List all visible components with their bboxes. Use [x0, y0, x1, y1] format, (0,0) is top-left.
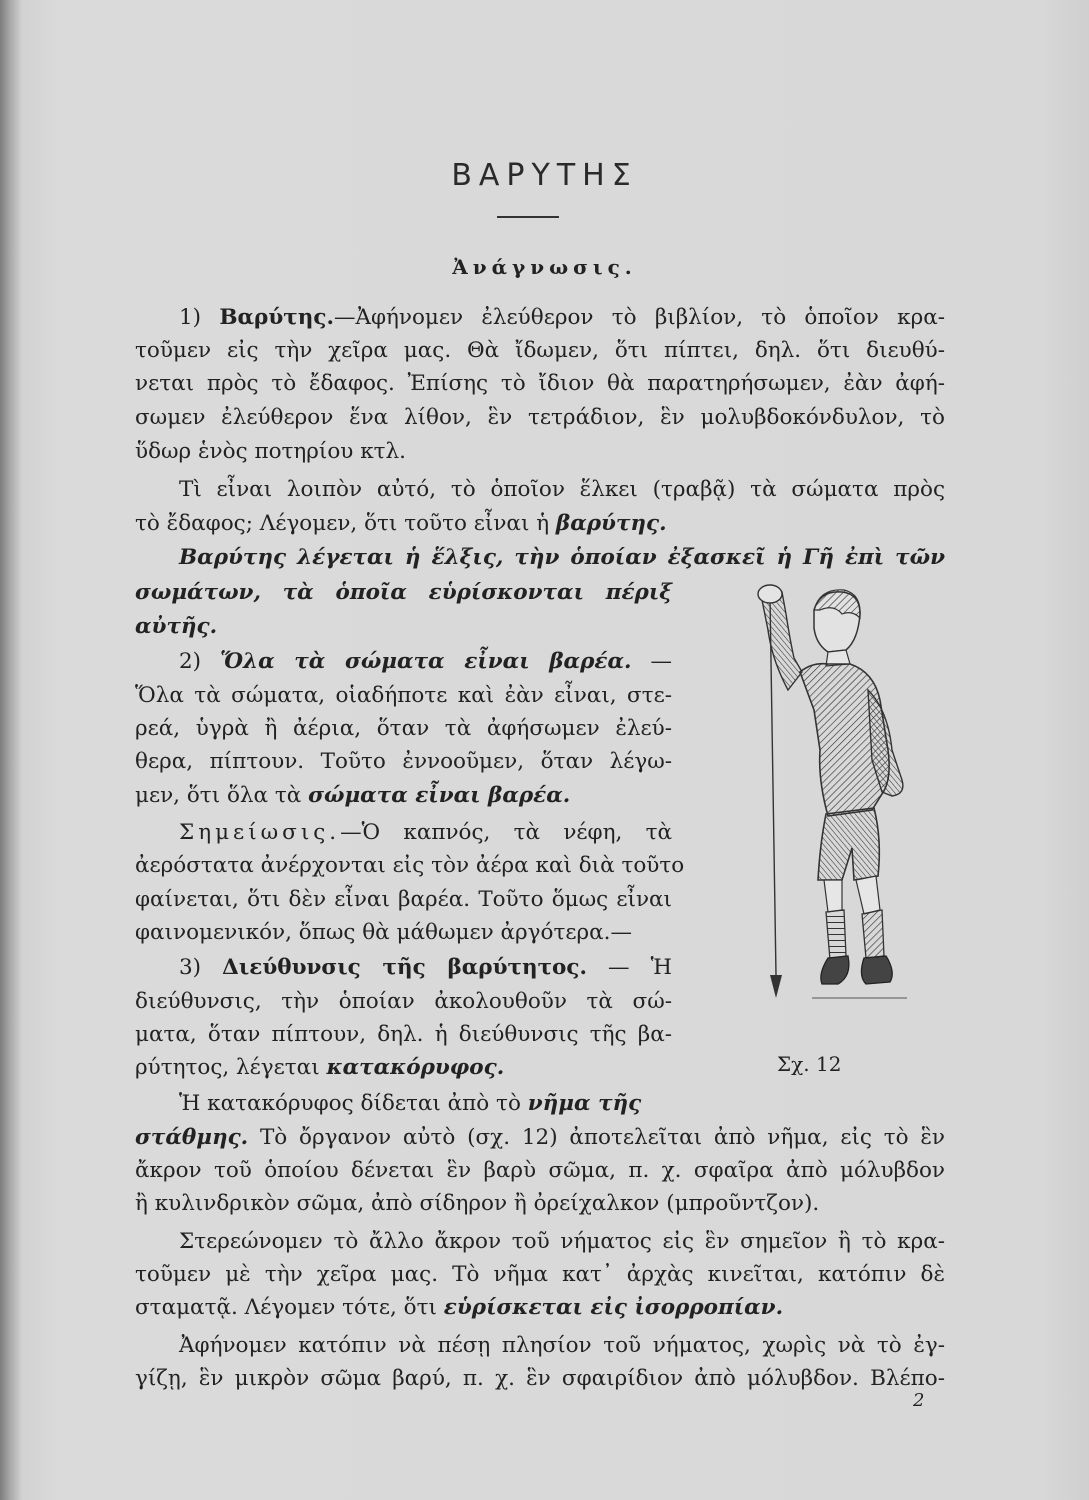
- text-line-16: Σημείωσις.—Ὁ καπνός, τὰ νέφη, τὰ: [179, 820, 672, 845]
- text-line-17: ἀερόστατα ἀνέρχονται εἰς τὸν ἀέρα καὶ διὰ τοῦτο: [135, 853, 685, 878]
- text-line-11: 2) Ὅλα τὰ σώματα εἶναι βαρέα. —: [179, 649, 672, 674]
- figure-caption: Σχ. 12: [777, 1052, 842, 1076]
- text-line-22: ματα, ὅταν πίπτουν, δηλ. ἡ διεύθυνσις τῆς βα-: [135, 1022, 672, 1047]
- text-line-25: στάθμης. Τὸ ὄργανον αὐτὸ (σχ. 12) ἀποτελεῖται ἀπὸ νῆμα, εἰς τὸ ἓν: [135, 1125, 945, 1150]
- text-line-5: ὕδωρ ἑνὸς ποτηρίου κτλ.: [135, 439, 407, 464]
- text-line-24: Ἡ κατακόρυφος δίδεται ἀπὸ τὸ νῆμα τῆς: [179, 1091, 642, 1116]
- text-line-29: τοῦμεν μὲ τὴν χεῖρα μας. Τὸ νῆμα κατ᾽ ἀρχὰς κινεῖται, κατόπιν δὲ: [135, 1262, 945, 1287]
- section-subtitle: Ἀνάγνωσις.: [452, 255, 637, 279]
- text-line-6: Τὶ εἶναι λοιπὸν αὐτό, τὸ ὁποῖον ἕλκει (τραβᾷ) τὰ σώματα πρὸς: [179, 477, 945, 502]
- text-line-26: ἄκρον τοῦ ὁποίου δένεται ἓν βαρὺ σῶμα, π. χ. σφαῖρα ἀπὸ μόλυβδον: [135, 1158, 945, 1183]
- chapter-title: ΒΑΡΥΤΗΣ: [451, 158, 638, 193]
- plumb-line-boy-illustration: [742, 580, 942, 1020]
- text-line-30: σταματᾷ. Λέγομεν τότε, ὅτι εὑρίσκεται εἰς ἰσορροπίαν.: [135, 1295, 784, 1320]
- text-line-18: φαίνεται, ὅτι δὲν εἶναι βαρέα. Τοῦτο ὅμως εἶναι: [135, 887, 672, 912]
- text-line-19: φαινομενικόν, ὅπως θὰ μάθωμεν ἀργότερα.—: [135, 920, 632, 945]
- text-line-23: ρύτητος, λέγεται κατακόρυφος.: [135, 1055, 505, 1080]
- text-line-27: ἢ κυλινδρικὸν σῶμα, ἀπὸ σίδηρον ἢ ὀρείχαλκον (μπροῦντζον).: [135, 1191, 820, 1216]
- text-line-7: τὸ ἔδαφος; Λέγομεν, ὅτι τοῦτο εἶναι ἡ βαρύτης.: [135, 511, 667, 536]
- text-line-1: 1) Βαρύτης.—Ἀφήνομεν ἐλεύθερον τὸ βιβλίον, τὸ ὁποῖον κρα-: [179, 305, 946, 330]
- page-number: 2: [913, 1390, 925, 1411]
- text-line-20: 3) Διεύθυνσις τῆς βαρύτητος. — Ἡ: [179, 955, 672, 980]
- title-rule: [497, 216, 559, 218]
- text-line-10: αὐτῆς.: [135, 614, 218, 639]
- text-line-31: Ἀφήνομεν κατόπιν νὰ πέσῃ πλησίον τοῦ νήματος, χωρὶς νὰ τὸ ἐγ-: [179, 1333, 945, 1358]
- text-line-2: τοῦμεν εἰς τὴν χεῖρα μας. Θὰ ἴδωμεν, ὅτι πίπτει, δηλ. ὅτι διευθύ-: [135, 338, 945, 363]
- text-line-32: γίζῃ, ἓν μικρὸν σῶμα βαρύ, π. χ. ἓν σφαιρίδιον ἀπὸ μόλυβδον. Βλέπο-: [135, 1366, 945, 1391]
- text-line-14: θερα, πίπτουν. Τοῦτο ἐννοοῦμεν, ὅταν λέγω-: [135, 749, 672, 774]
- note-label: Σημείωσις.: [179, 820, 341, 845]
- text-line-21: διεύθυνσις, τὴν ὁποίαν ἀκολουθοῦν τὰ σώ-: [135, 989, 672, 1014]
- text-line-28: Στερεώνομεν τὸ ἄλλο ἄκρον τοῦ νήματος εἰς ἓν σημεῖον ἢ τὸ κρα-: [179, 1229, 945, 1254]
- text-line-3: νεται πρὸς τὸ ἔδαφος. Ἐπίσης τὸ ἴδιον θὰ παρατηρήσωμεν, ἐὰν ἀφή-: [135, 371, 945, 396]
- text-line-9: σωμάτων, τὰ ὁποῖα εὑρίσκονται πέριξ: [135, 580, 672, 605]
- text-line-4: σωμεν ἐλεύθερον ἕνα λίθον, ἓν τετράδιον, ἓν μολυβδοκόνδυλον, τὸ: [135, 405, 945, 430]
- text-line-15: μεν, ὅτι ὅλα τὰ σώματα εἶναι βαρέα.: [135, 783, 571, 808]
- text-line-13: ρεά, ὑγρὰ ἢ ἀέρια, ὅταν τὰ ἀφήσωμεν ἐλεύ-: [135, 716, 672, 741]
- term-direction: Διεύθυνσις τῆς βαρύτητος.: [222, 955, 587, 980]
- text-line-12: Ὅλα τὰ σώματα, οἱαδήποτε καὶ ἐὰν εἶναι, στε-: [135, 683, 672, 708]
- term-gravity: Βαρύτης.: [219, 305, 334, 330]
- text-line-8: Βαρύτης λέγεται ἡ ἕλξις, τὴν ὁποίαν ἐξασκεῖ ἡ Γῆ ἐπὶ τῶν: [179, 545, 945, 570]
